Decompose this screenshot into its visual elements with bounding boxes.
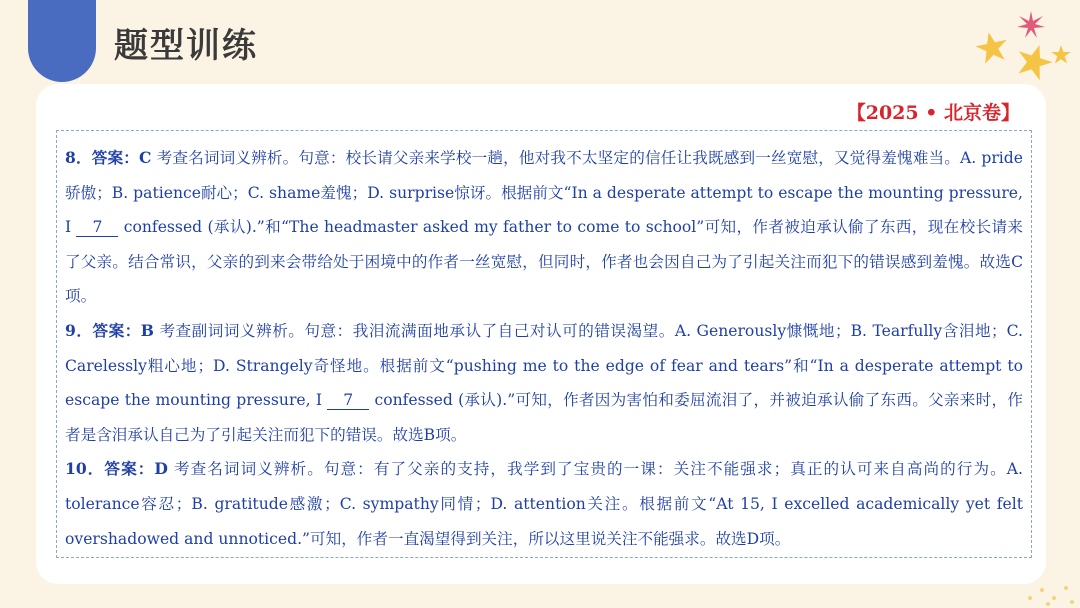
answer-text: confessed (承认).”可知，作者因为害怕和委屈流泪了，并被迫承认偷了东西。父亲来时，作者是含泪承认自己为了引起关注而犯下的错误。故选B项。	[65, 391, 1023, 444]
star-icon	[1014, 42, 1054, 82]
answer-label: ．答案：	[75, 148, 140, 167]
answer-box	[56, 130, 1032, 558]
star-icon	[1050, 44, 1072, 66]
answer-text: 考查名词词义辨析。句意：校长请父亲来学校一趟，他对我不太坚定的信任让我既感到一丝宽慰，又觉得羞愧难当。A. pride骄傲；B. patience耐心；C. shame羞愧；D. surprise惊讶。根据前文“In a desperate attempt to escape the mounting pressure, I	[65, 149, 1023, 237]
answer-item-8	[65, 141, 1023, 314]
answer-text: 考查名词词义辨析。句意：有了父亲的支持，我学到了宝贵的一课：关注不能强求；真正的认可来自高尚的行为。A. tolerance容忍；B. gratitude感激；C. sympathy同情；D. attention关注。根据前文“At 15, I excelled academically yet felt overshadowed and unnoticed.”可知，作者一直渴望得到关注，所以这里说关注不能强求。故选D项。	[65, 460, 1023, 548]
answer-item-9	[65, 314, 1023, 452]
answer-choice: D	[154, 459, 168, 479]
answer-number: 9	[65, 320, 76, 340]
answer-number: 10	[65, 459, 87, 479]
header-accent-tab	[28, 0, 96, 82]
answer-item-10	[65, 452, 1023, 556]
source-tag: 【2025 • 北京卷】	[846, 102, 1020, 124]
answer-label: ．答案：	[86, 459, 155, 479]
answer-blank: 7	[76, 218, 118, 237]
sparkle-icon	[1016, 10, 1046, 40]
answer-label: ．答案：	[75, 320, 141, 340]
answer-choice: C	[139, 148, 152, 167]
answer-text: 考查副词词义辨析。句意：我泪流满面地承认了自己对认可的错误渴望。A. Generously慷慨地；B. Tearfully含泪地；C. Carelessly粗心地；D. Strangely奇怪地。根据前文“pushing me to the edge of fear and tears”和“In a desperate attempt to escape the mounting pressure, I	[65, 321, 1023, 410]
answer-number: 8	[65, 148, 76, 167]
star-icon	[974, 30, 1010, 66]
answer-choice: B	[140, 320, 154, 340]
page-title: 题型训练	[114, 26, 258, 66]
answer-text: confessed (承认).”和“The headmaster asked my father to come to school”可知，作者被迫承认偷了东西，现在校长请来了父亲。结合常识，父亲的到来会带给处于困境中的作者一丝宽慰，但同时，作者也会因自己为了引起关注而犯下的错误感到羞愧。故选C项。	[65, 218, 1023, 306]
answer-blank: 7	[327, 391, 369, 410]
dots-pattern	[1010, 568, 1080, 608]
